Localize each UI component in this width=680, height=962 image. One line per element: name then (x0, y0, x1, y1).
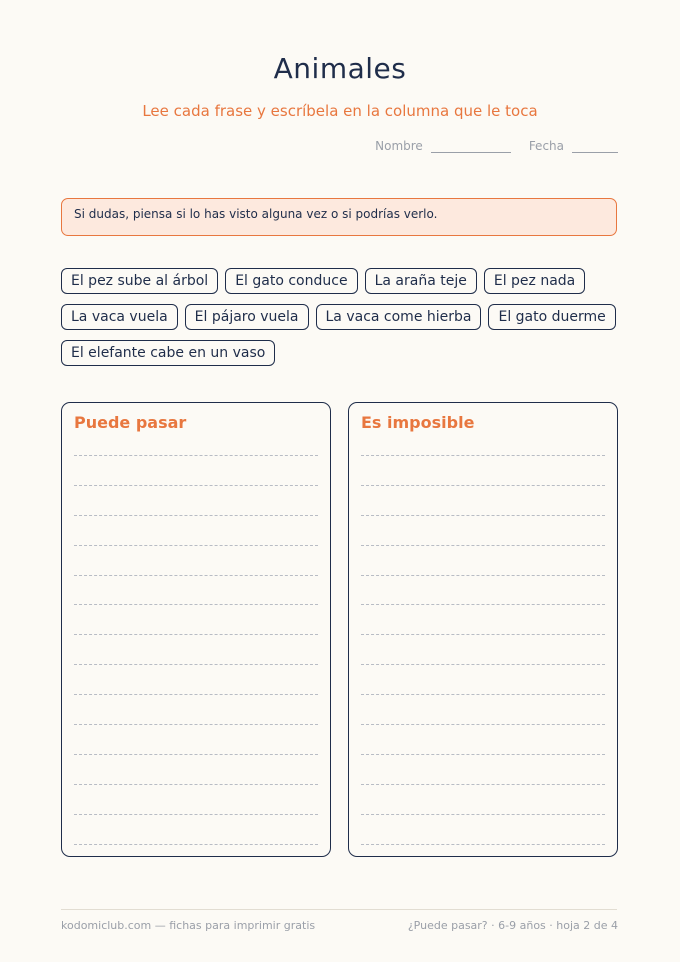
column-possible (61, 402, 331, 857)
footer-site: kodomiclub.com — fichas para imprimir gratis (61, 919, 316, 932)
name-label: Nombre (375, 139, 423, 153)
phrase-chip[interactable]: La araña teje (365, 268, 477, 294)
footer-divider (61, 909, 617, 910)
name-date-bar (375, 139, 618, 153)
phrase-chip[interactable]: El pez nada (484, 268, 585, 294)
phrase-chip[interactable]: El pez sube al árbol (61, 268, 218, 294)
phrase-chip[interactable]: El elefante cabe en un vaso (61, 340, 275, 366)
date-field-line[interactable] (572, 140, 618, 153)
name-field-line[interactable] (431, 140, 511, 153)
writing-lines[interactable] (74, 455, 318, 873)
hint-box: Si dudas, piensa si lo has visto alguna vez o si podrías verlo. (61, 198, 617, 236)
date-label: Fecha (528, 139, 564, 153)
instructions-subtitle: Lee cada frase y escríbela en la columna que le toca (142, 102, 538, 120)
column-possible-heading: Puede pasar (74, 413, 187, 432)
column-impossible (348, 402, 618, 857)
column-impossible-heading: Es imposible (361, 413, 475, 432)
footer-page-info: ¿Puede pasar? · 6-9 años · hoja 2 de 4 (407, 919, 618, 932)
phrase-chip[interactable]: El pájaro vuela (185, 304, 309, 330)
phrase-bank (61, 268, 621, 366)
page-title: Animales (273, 52, 407, 85)
phrase-chip[interactable]: La vaca come hierba (316, 304, 482, 330)
writing-lines[interactable] (361, 455, 605, 873)
phrase-chip[interactable]: El gato conduce (225, 268, 357, 294)
phrase-chip[interactable]: El gato duerme (488, 304, 615, 330)
phrase-chip[interactable]: La vaca vuela (61, 304, 178, 330)
